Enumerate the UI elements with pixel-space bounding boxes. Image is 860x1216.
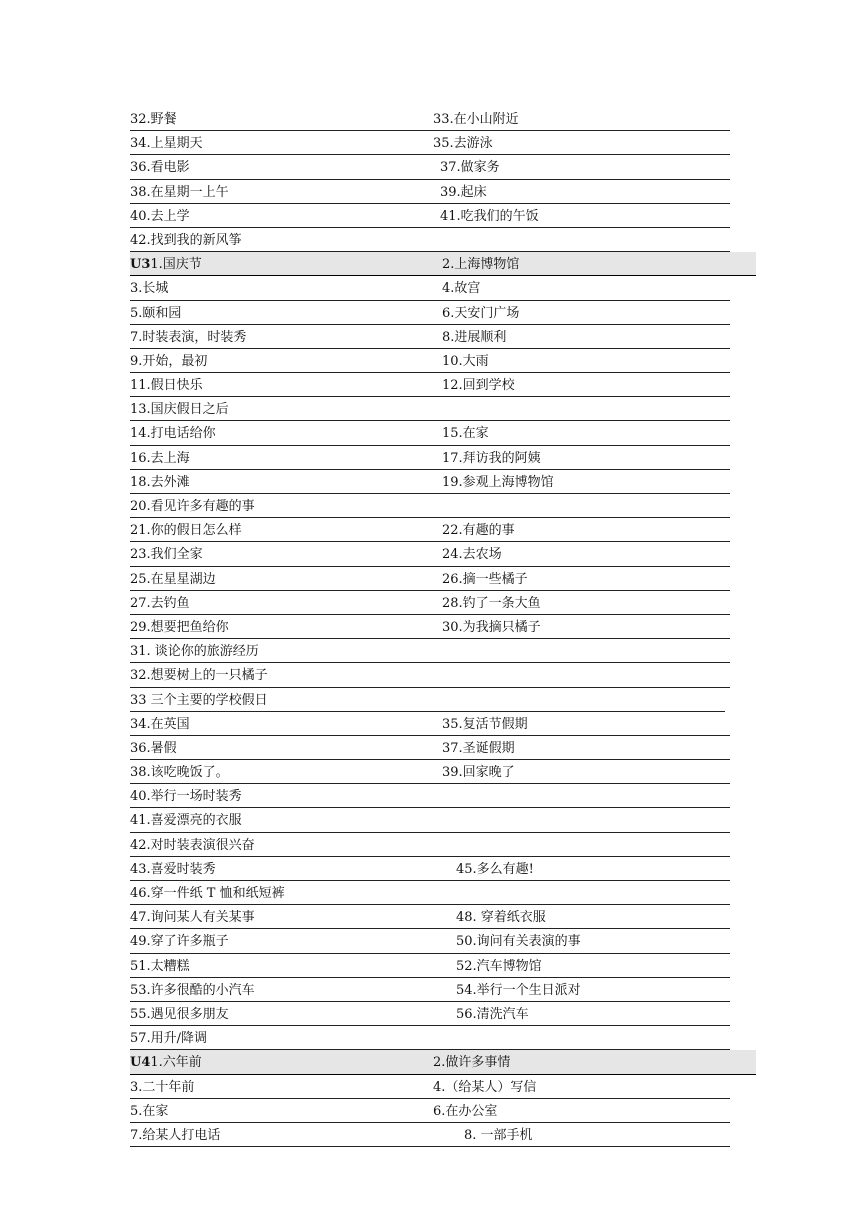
right-entry: 30.为我摘只橘子 xyxy=(442,619,541,635)
list-row xyxy=(130,494,730,518)
left-entry: 32.想要树上的一只橘子 xyxy=(130,668,268,684)
list-row xyxy=(130,905,730,929)
list-row xyxy=(130,615,730,639)
left-entry: 11.假日快乐 xyxy=(130,378,203,394)
left-entry: 16.去上海 xyxy=(130,450,190,466)
left-entry: 9.开始，最初 xyxy=(130,353,208,369)
right-entry: 2.上海博物馆 xyxy=(442,257,520,273)
list-row xyxy=(130,1075,730,1099)
vocabulary-list xyxy=(130,107,730,1147)
unit-label: U3 xyxy=(130,257,151,273)
list-row xyxy=(130,857,730,881)
list-row xyxy=(130,929,730,953)
list-row xyxy=(130,808,730,832)
left-entry: 40.去上学 xyxy=(130,208,190,224)
left-entry: 53.许多很酷的小汽车 xyxy=(130,982,255,998)
list-row xyxy=(130,228,730,252)
left-entry: 47.询问某人有关某事 xyxy=(130,910,255,926)
right-entry: 6.在办公室 xyxy=(433,1103,498,1119)
right-entry: 50.询问有关表演的事 xyxy=(456,934,581,950)
right-entry: 24.去农场 xyxy=(442,547,502,563)
list-row xyxy=(130,784,730,808)
list-row xyxy=(130,542,730,566)
left-entry: 5.在家 xyxy=(130,1103,169,1119)
left-entry: 57.用升/降调 xyxy=(130,1031,208,1047)
left-entry: 14.打电话给你 xyxy=(130,426,216,442)
unit-label: U4 xyxy=(130,1055,151,1071)
list-row xyxy=(130,397,730,421)
left-entry: 36.暑假 xyxy=(130,740,177,756)
right-entry: 37.做家务 xyxy=(440,160,500,176)
left-entry: 31. 谈论你的旅游经历 xyxy=(130,644,259,660)
list-row xyxy=(130,180,730,204)
left-entry: 55.遇见很多朋友 xyxy=(130,1006,229,1022)
right-entry: 17.拜访我的阿姨 xyxy=(442,450,541,466)
list-row xyxy=(130,421,730,445)
list-row xyxy=(130,833,730,857)
list-row xyxy=(130,518,730,542)
right-entry: 45.多么有趣! xyxy=(456,861,534,877)
left-entry: 42.找到我的新风筝 xyxy=(130,232,242,248)
left-entry: 29.想要把鱼给你 xyxy=(130,619,229,635)
list-row xyxy=(130,131,730,155)
list-row xyxy=(130,712,730,736)
list-row xyxy=(130,349,730,373)
right-entry: 41.吃我们的午饭 xyxy=(440,208,539,224)
list-row xyxy=(130,639,730,663)
list-row xyxy=(130,881,730,905)
right-entry: 28.钓了一条大鱼 xyxy=(442,595,541,611)
list-row xyxy=(130,591,730,615)
right-entry: 6.天安门广场 xyxy=(442,305,520,321)
list-row xyxy=(130,325,730,349)
left-entry: 49.穿了许多瓶子 xyxy=(130,934,229,950)
left-entry: 20.看见许多有趣的事 xyxy=(130,499,255,514)
right-entry: 37.圣诞假期 xyxy=(442,740,515,756)
list-row xyxy=(130,276,730,300)
left-entry: 1.六年前 xyxy=(150,1055,202,1071)
left-entry: 7.给某人打电话 xyxy=(130,1127,221,1143)
list-row xyxy=(130,1099,730,1123)
left-entry: 25.在星星湖边 xyxy=(130,571,216,587)
right-entry: 15.在家 xyxy=(442,426,489,442)
right-entry: 10.大雨 xyxy=(442,353,489,369)
list-row xyxy=(130,663,730,687)
right-entry: 56.清洗汽车 xyxy=(456,1006,529,1022)
unit-header-row xyxy=(130,1050,756,1074)
list-row xyxy=(130,567,730,591)
unit-header-row xyxy=(130,252,756,276)
left-entry: 18.去外滩 xyxy=(130,474,190,490)
left-entry: 43.喜爱时装秀 xyxy=(130,861,216,877)
right-entry: 35.去游泳 xyxy=(433,136,493,152)
left-entry: 34.上星期天 xyxy=(130,136,203,152)
list-row xyxy=(130,373,730,397)
list-row xyxy=(130,1002,730,1026)
left-entry: 3.二十年前 xyxy=(130,1079,195,1095)
right-entry: 39.起床 xyxy=(440,184,487,200)
left-entry: 23.我们全家 xyxy=(130,547,203,563)
right-entry: 12.回到学校 xyxy=(442,378,515,394)
unit-entry xyxy=(130,255,202,275)
right-entry: 4.（给某人）写信 xyxy=(433,1079,537,1095)
left-entry: 21.你的假日怎么样 xyxy=(130,523,242,539)
right-entry: 8.进展顺利 xyxy=(442,329,507,345)
left-entry: 32.野餐 xyxy=(130,112,177,127)
right-entry: 8. 一部手机 xyxy=(464,1127,533,1143)
list-row xyxy=(130,1123,730,1147)
left-entry: 38.在星期一上午 xyxy=(130,184,229,200)
left-entry: 46.穿一件纸 T 恤和纸短裤 xyxy=(130,886,285,901)
list-row xyxy=(130,155,730,179)
list-row xyxy=(130,204,730,228)
right-entry: 54.举行一个生日派对 xyxy=(456,982,581,998)
left-entry: 27.去钓鱼 xyxy=(130,595,190,611)
right-entry: 52.汽车博物馆 xyxy=(456,958,542,974)
right-entry: 22.有趣的事 xyxy=(442,523,515,539)
list-row xyxy=(130,301,730,325)
right-entry: 39.回家晚了 xyxy=(442,765,515,781)
right-entry: 35.复活节假期 xyxy=(442,716,528,732)
left-entry: 13.国庆假日之后 xyxy=(130,402,229,418)
list-row xyxy=(130,688,725,712)
list-row xyxy=(130,760,730,784)
list-row xyxy=(130,954,730,978)
list-row xyxy=(130,446,730,470)
left-entry: 1.国庆节 xyxy=(150,257,202,273)
left-entry: 34.在英国 xyxy=(130,716,190,732)
left-entry: 42.对时装表演很兴奋 xyxy=(130,837,255,853)
list-row xyxy=(130,978,730,1002)
left-entry: 38.该吃晚饭了。 xyxy=(130,765,229,781)
right-entry: 4.故宫 xyxy=(442,281,481,297)
left-entry: 51.太糟糕 xyxy=(130,958,190,974)
left-entry: 41.喜爱漂亮的衣服 xyxy=(130,813,242,829)
right-entry: 2.做许多事情 xyxy=(433,1055,511,1071)
list-row xyxy=(130,1026,730,1050)
right-entry: 48. 穿着纸衣服 xyxy=(456,910,546,926)
unit-entry xyxy=(130,1053,202,1073)
list-row xyxy=(130,736,730,760)
left-entry: 33 三个主要的学校假日 xyxy=(130,692,268,708)
left-entry: 40.举行一场时装秀 xyxy=(130,789,242,805)
right-entry: 33.在小山附近 xyxy=(433,112,519,127)
left-entry: 3.长城 xyxy=(130,281,169,297)
left-entry: 5.颐和园 xyxy=(130,305,182,321)
left-entry: 36.看电影 xyxy=(130,160,190,176)
right-entry: 19.参观上海博物馆 xyxy=(442,474,554,490)
left-entry: 7.时装表演，时装秀 xyxy=(130,329,247,345)
list-row xyxy=(130,470,730,494)
list-row xyxy=(130,107,730,131)
right-entry: 26.摘一些橘子 xyxy=(442,571,528,587)
